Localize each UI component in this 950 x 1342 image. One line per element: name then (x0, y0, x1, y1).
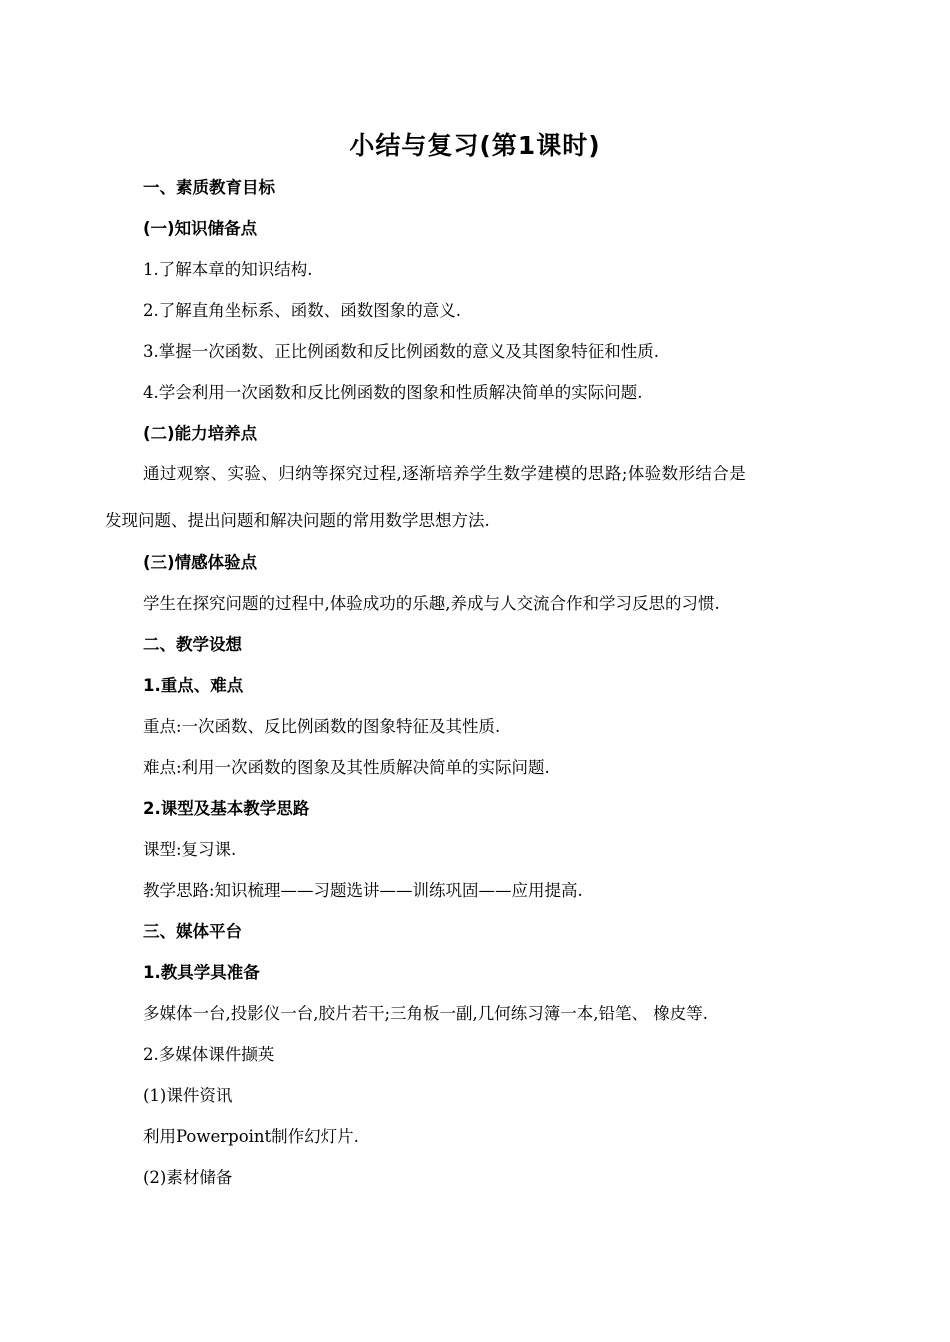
section-heading-media: 三、媒体平台 (143, 922, 242, 941)
subheading-ability: (二)能力培养点 (143, 424, 258, 443)
subheading-lesson-type: 2.课型及基本教学思路 (143, 799, 310, 818)
page-title: 小结与复习(第1课时) (349, 131, 601, 160)
section-heading-design: 二、教学设想 (143, 635, 242, 654)
subheading-courseware: 2.多媒体课件撷英 (143, 1045, 275, 1064)
paragraph-line: 发现问题、提出问题和解决问题的常用数学思想方法. (105, 511, 490, 530)
list-item: 4.学会利用一次函数和反比例函数的图象和性质解决简单的实际问题. (143, 383, 643, 402)
paragraph-line: 通过观察、实验、归纳等探究过程,逐渐培养学生数学建模的思路;体验数形结合是 (143, 464, 747, 483)
paragraph: 课型:复习课. (143, 840, 237, 859)
list-item: 3.掌握一次函数、正比例函数和反比例函数的意义及其图象特征和性质. (143, 342, 659, 361)
list-item: 1.了解本章的知识结构. (143, 260, 313, 279)
paragraph: 重点:一次函数、反比例函数的图象特征及其性质. (143, 717, 501, 736)
list-item: 2.了解直角坐标系、函数、函数图象的意义. (143, 301, 461, 320)
paragraph: 多媒体一台,投影仪一台,胶片若干;三角板一副,几何练习簿一本,铅笔、 橡皮等. (143, 1004, 709, 1023)
list-item: (1)课件资讯 (143, 1086, 233, 1105)
subheading-key-points: 1.重点、难点 (143, 676, 244, 695)
subheading-tools: 1.教具学具准备 (143, 963, 260, 982)
paragraph: 难点:利用一次函数的图象及其性质解决简单的实际问题. (143, 758, 550, 777)
section-heading-goals: 一、素质教育目标 (143, 178, 275, 197)
subheading-emotion: (三)情感体验点 (143, 553, 258, 572)
paragraph: 利用Powerpoint制作幻灯片. (143, 1127, 359, 1146)
list-item: (2)素材储备 (143, 1168, 233, 1187)
paragraph: 教学思路:知识梳理——习题选讲——训练巩固——应用提高. (143, 881, 583, 900)
paragraph: 学生在探究问题的过程中,体验成功的乐趣,养成与人交流合作和学习反思的习惯. (143, 594, 720, 613)
subheading-knowledge: (一)知识储备点 (143, 219, 258, 238)
